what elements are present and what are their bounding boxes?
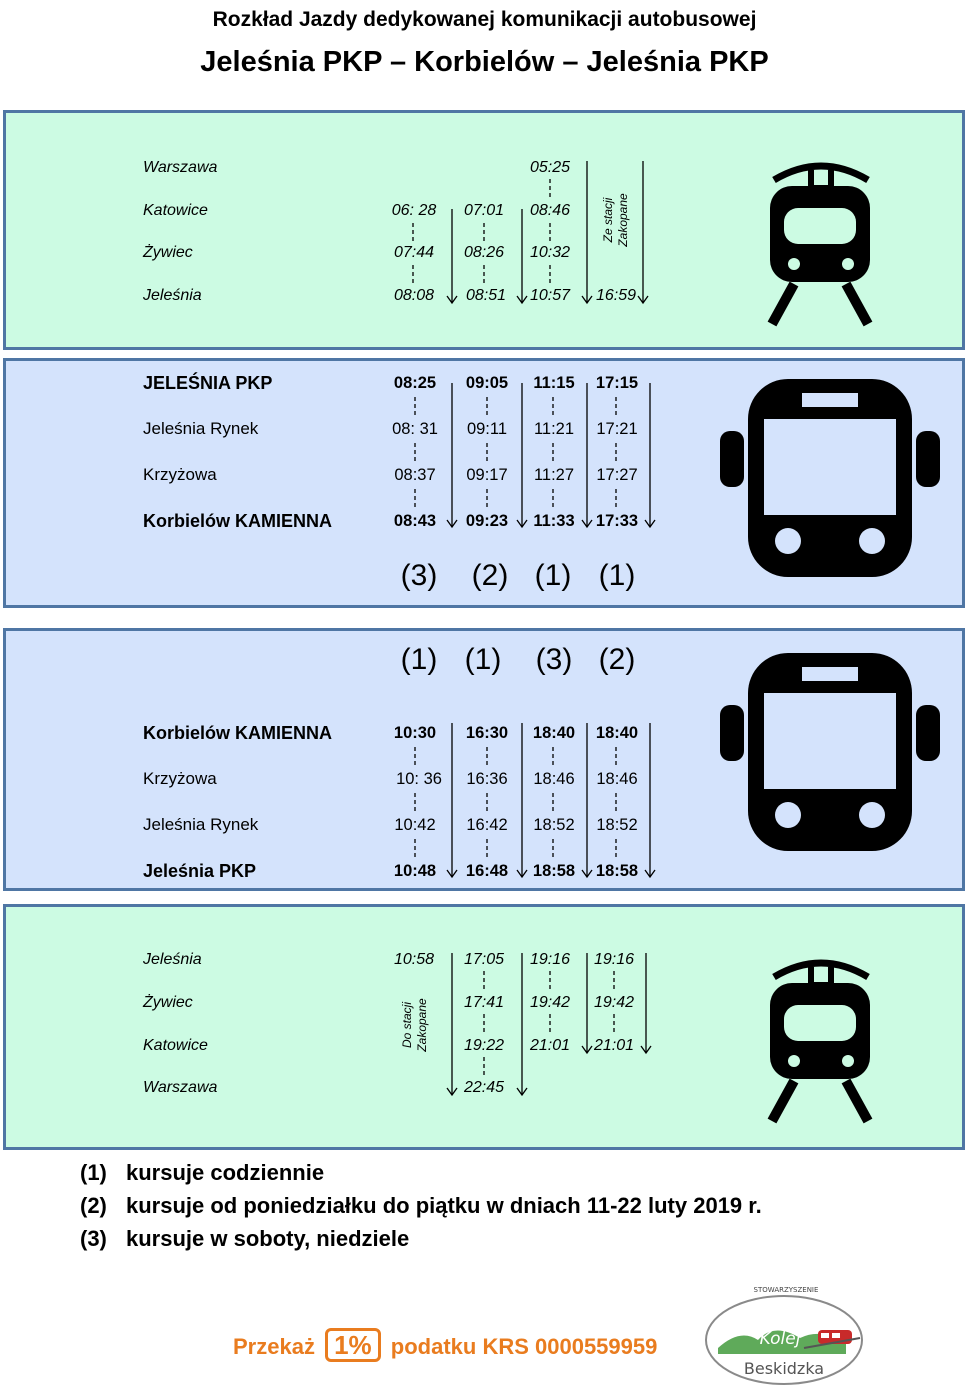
service-code: (2) bbox=[471, 559, 509, 592]
time-cell: 11:15 bbox=[533, 374, 575, 392]
time-cell: 18:46 bbox=[533, 770, 575, 788]
tax-promo bbox=[233, 1328, 657, 1362]
stop-name: Krzyżowa bbox=[143, 465, 217, 484]
bus-return-panel bbox=[3, 628, 965, 891]
service-code: (1) bbox=[598, 559, 636, 592]
time-cell: 08:25 bbox=[393, 374, 437, 392]
stop-name: Jeleśnia Rynek bbox=[143, 815, 259, 834]
service-code: (1) bbox=[464, 643, 502, 676]
time-cell: 05:25 bbox=[529, 159, 571, 176]
legend-code: (1) bbox=[80, 1160, 107, 1185]
time-cell: 07:44 bbox=[393, 244, 435, 261]
time-cell: 10:57 bbox=[529, 287, 571, 304]
time-cell: 08: 31 bbox=[392, 420, 438, 438]
legend-item bbox=[80, 1226, 762, 1259]
destination-note-line: Do stacji bbox=[400, 1002, 414, 1049]
bus-outbound-panel bbox=[3, 358, 965, 608]
stop-name: Warszawa bbox=[143, 1079, 218, 1096]
logo-line1: Kolej bbox=[759, 1329, 801, 1349]
legend-code: (3) bbox=[80, 1226, 107, 1251]
time-cell: 11:21 bbox=[533, 420, 575, 438]
legend-item bbox=[80, 1160, 762, 1193]
time-cell: 17:15 bbox=[595, 374, 639, 392]
time-cell: 08:08 bbox=[393, 287, 435, 304]
legend-code: (2) bbox=[80, 1193, 107, 1218]
time-cell: 10:32 bbox=[529, 244, 571, 261]
time-cell: 19:22 bbox=[463, 1037, 505, 1054]
time-cell: 18:52 bbox=[596, 816, 638, 834]
time-cell: 06: 28 bbox=[391, 202, 437, 219]
stop-name: Jeleśnia Rynek bbox=[143, 419, 259, 438]
time-cell: 18:40 bbox=[532, 724, 576, 742]
time-cell: 10: 36 bbox=[396, 770, 442, 788]
time-cell: 16:30 bbox=[465, 724, 509, 742]
origin-note-line: Zakopane bbox=[616, 193, 630, 247]
train-icon bbox=[766, 158, 876, 328]
time-cell: 09:05 bbox=[465, 374, 509, 392]
time-cell: 09:17 bbox=[466, 466, 508, 484]
train-icon bbox=[766, 955, 876, 1125]
stop-name: Żywiec bbox=[143, 994, 193, 1011]
time-cell: 21:01 bbox=[593, 1037, 635, 1054]
stop-name: Korbielów KAMIENNA bbox=[143, 511, 332, 531]
kolej-beskidzka-logo bbox=[700, 1282, 870, 1387]
legend-text: kursuje od poniedziałku do piątku w dniach 11-22 luty 2019 r. bbox=[126, 1193, 762, 1218]
time-cell: 17:05 bbox=[463, 951, 505, 968]
service-code: (3) bbox=[400, 559, 438, 592]
time-cell: 16:36 bbox=[466, 770, 508, 788]
bus-icon bbox=[720, 379, 940, 579]
time-cell: 10:42 bbox=[394, 816, 436, 834]
legend-text: kursuje codziennie bbox=[126, 1160, 325, 1185]
legend-text: kursuje w soboty, niedziele bbox=[126, 1226, 410, 1251]
time-cell: 22:45 bbox=[463, 1079, 505, 1096]
legend bbox=[80, 1160, 762, 1259]
time-cell: 11:27 bbox=[533, 466, 575, 484]
stop-name: Warszawa bbox=[143, 159, 218, 176]
logo-line2: Beskidzka bbox=[743, 1359, 825, 1378]
time-cell: 16:59 bbox=[595, 287, 637, 304]
stop-name: Jeleśnia bbox=[143, 287, 202, 304]
time-cell: 19:16 bbox=[529, 951, 571, 968]
origin-note-line: Ze stacji bbox=[601, 197, 615, 243]
time-cell: 08:46 bbox=[529, 202, 571, 219]
promo-prefix: Przekaż bbox=[233, 1334, 315, 1359]
page-subtitle: Rozkład Jazdy dedykowanej komunikacji autobusowej bbox=[212, 8, 757, 31]
time-cell: 08:26 bbox=[463, 244, 505, 261]
train-return-panel bbox=[3, 904, 965, 1150]
stop-name: Krzyżowa bbox=[143, 769, 217, 788]
stop-name: Jeleśnia PKP bbox=[143, 861, 257, 881]
time-cell: 09:23 bbox=[465, 512, 509, 530]
service-code: (3) bbox=[535, 643, 573, 676]
legend-item bbox=[80, 1193, 762, 1226]
time-cell: 10:48 bbox=[393, 862, 437, 880]
time-cell: 18:52 bbox=[533, 816, 575, 834]
time-cell: 16:48 bbox=[465, 862, 509, 880]
time-cell: 08:51 bbox=[465, 287, 507, 304]
bus-icon bbox=[720, 653, 940, 853]
time-cell: 07:01 bbox=[463, 202, 505, 219]
time-cell: 17:41 bbox=[463, 994, 505, 1011]
stop-name: Korbielów KAMIENNA bbox=[143, 723, 332, 743]
time-cell: 10:30 bbox=[393, 724, 437, 742]
promo-percent-badge: 1% bbox=[325, 1328, 381, 1362]
time-cell: 18:46 bbox=[596, 770, 638, 788]
time-cell: 08:43 bbox=[393, 512, 437, 530]
time-cell: 11:33 bbox=[533, 512, 575, 530]
time-cell: 16:42 bbox=[466, 816, 508, 834]
stop-name: Jeleśnia bbox=[143, 951, 202, 968]
time-cell: 17:21 bbox=[596, 420, 638, 438]
stop-name: Katowice bbox=[143, 1037, 208, 1054]
time-cell: 17:33 bbox=[595, 512, 639, 530]
service-code: (1) bbox=[534, 559, 572, 592]
time-cell: 10:58 bbox=[393, 951, 435, 968]
time-cell: 09:11 bbox=[466, 420, 508, 438]
page-title: Jeleśnia PKP – Korbielów – Jeleśnia PKP bbox=[200, 46, 769, 78]
service-code: (1) bbox=[400, 643, 438, 676]
stop-name: Żywiec bbox=[143, 244, 193, 261]
stop-name: Katowice bbox=[143, 202, 208, 219]
stop-name: JELEŚNIA PKP bbox=[143, 373, 273, 393]
time-cell: 19:42 bbox=[593, 994, 635, 1011]
destination-note-line: Zakopane bbox=[415, 998, 429, 1052]
time-cell: 18:58 bbox=[595, 862, 639, 880]
promo-suffix: podatku KRS 0000559959 bbox=[390, 1334, 658, 1359]
time-cell: 21:01 bbox=[529, 1037, 571, 1054]
time-cell: 18:58 bbox=[532, 862, 576, 880]
service-code: (2) bbox=[598, 643, 636, 676]
train-inbound-panel bbox=[3, 110, 965, 350]
time-cell: 18:40 bbox=[595, 724, 639, 742]
time-cell: 08:37 bbox=[394, 466, 436, 484]
logo-association: STOWARZYSZENIE bbox=[753, 1286, 819, 1294]
time-cell: 19:42 bbox=[529, 994, 571, 1011]
time-cell: 17:27 bbox=[596, 466, 638, 484]
time-cell: 19:16 bbox=[593, 951, 635, 968]
